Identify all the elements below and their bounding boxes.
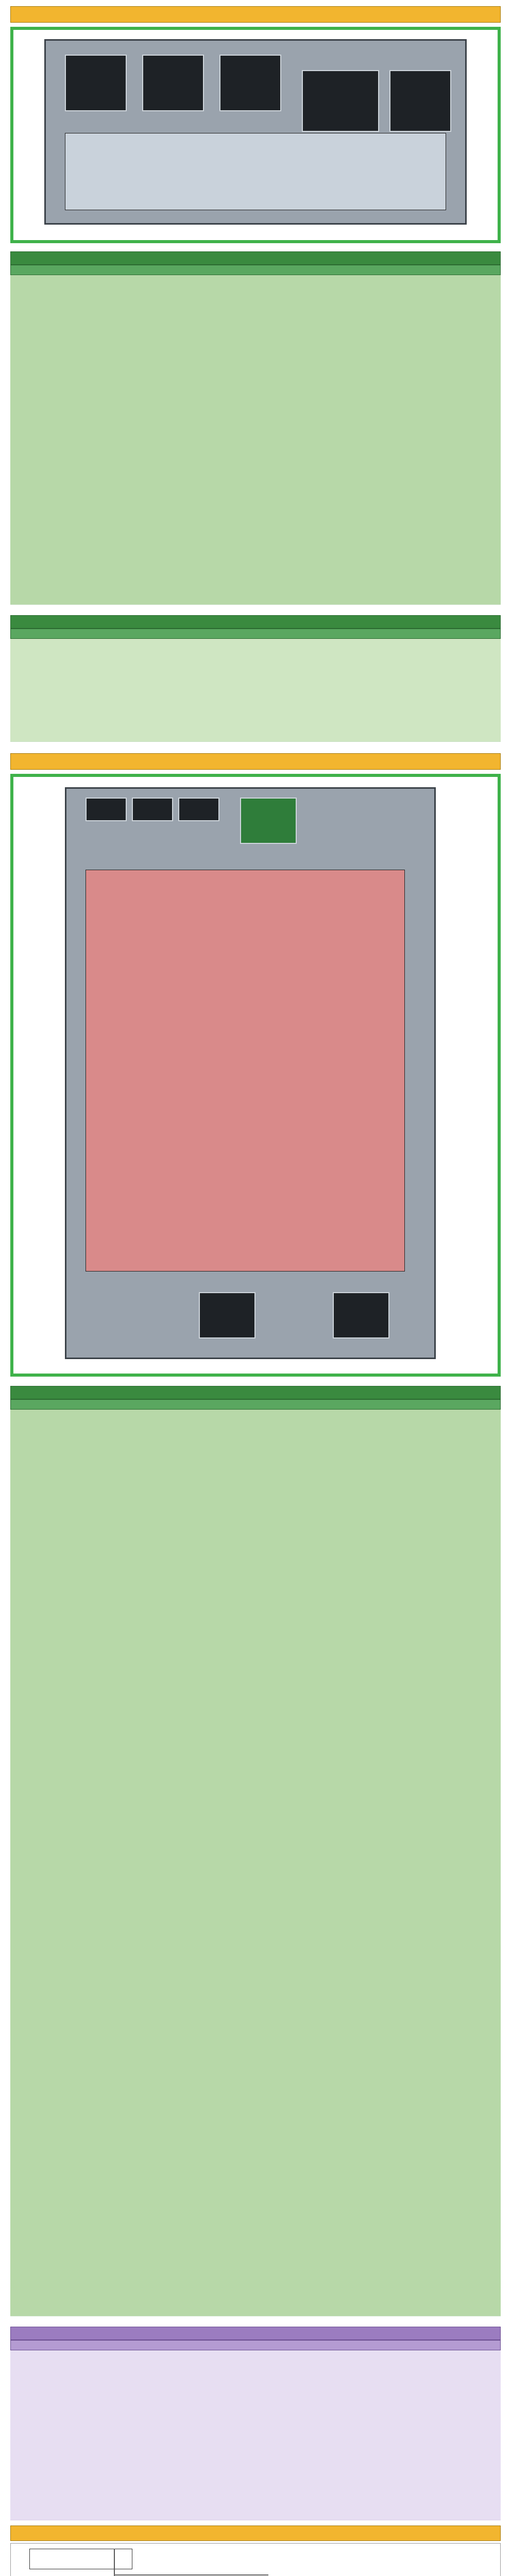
engine-fuse-row <box>10 275 501 605</box>
schematic-title <box>10 2526 501 2541</box>
cabin-fuse-row <box>10 1410 501 2316</box>
cabin-fuse-array <box>86 870 405 1272</box>
engine-relay-table-colheads <box>10 629 501 639</box>
relay-r09 <box>302 70 379 132</box>
relay-r05 <box>240 798 297 844</box>
relay-r02 <box>132 798 173 821</box>
relay-r06 <box>65 55 127 111</box>
cabin-fusebox-title <box>10 753 501 770</box>
schematic-wire <box>114 2574 268 2575</box>
cabin-fuse-table-colheads <box>10 1399 501 1410</box>
relay-r08 <box>219 55 281 111</box>
engine-fusebox-title <box>10 6 501 23</box>
relay-r10 <box>389 70 451 132</box>
cabin-relay-row <box>10 2350 501 2520</box>
relay-r07 <box>142 55 204 111</box>
schematic-note-cabin <box>29 2549 132 2569</box>
schematic-bus <box>114 2549 115 2576</box>
engine-fuse-array <box>65 133 446 210</box>
engine-relay-table-header <box>10 615 501 629</box>
engine-relay-row <box>10 639 501 742</box>
engine-fuse-table-colheads <box>10 265 501 275</box>
engine-fusebox-diagram <box>10 27 501 243</box>
cabin-fusebox-diagram <box>10 774 501 1377</box>
relay-r04 <box>199 1292 256 1338</box>
relay-r03 <box>178 798 219 821</box>
cabin-fuse-table-header <box>10 1386 501 1399</box>
relay-r06-cabin <box>333 1292 389 1338</box>
engine-fuse-table-header <box>10 251 501 265</box>
cabin-relay-table-colheads <box>10 2340 501 2350</box>
relay-r01 <box>86 798 127 821</box>
cabin-relay-table-header <box>10 2327 501 2340</box>
schematic-area <box>10 2543 501 2576</box>
